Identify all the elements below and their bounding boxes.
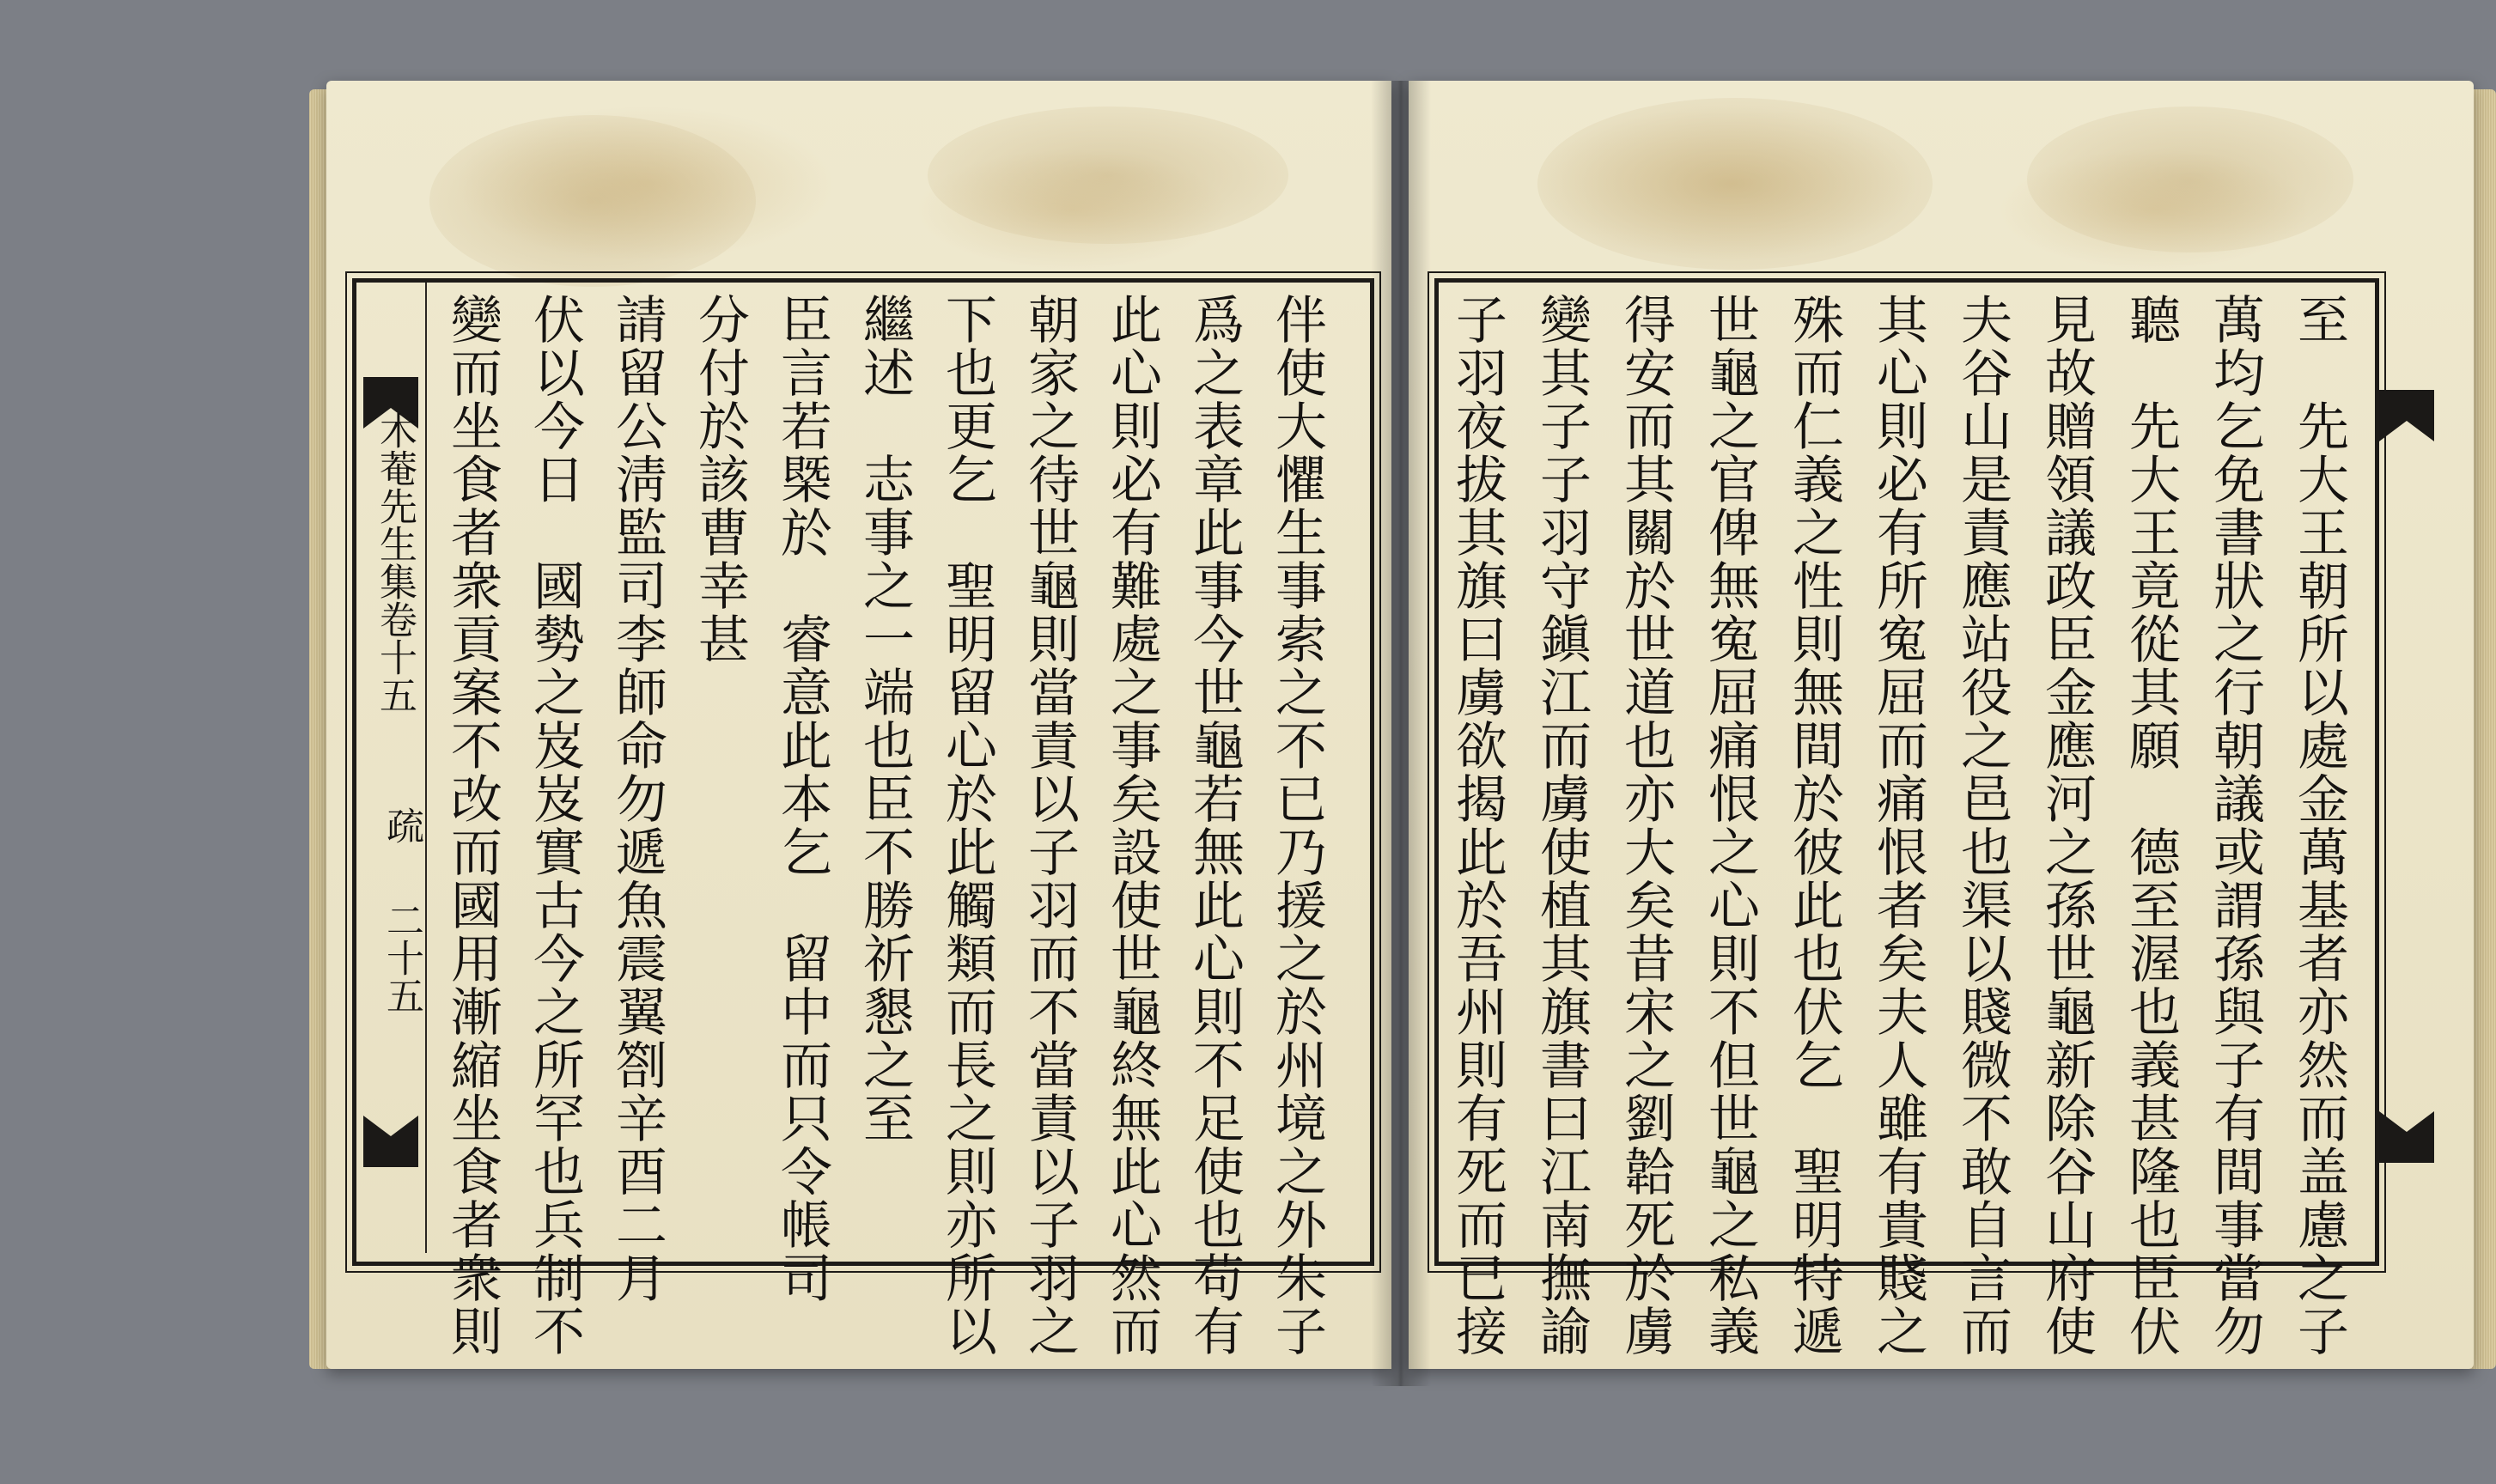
- text-column: 得安而其關於世道也亦大矣昔宋之劉韐死於虜: [1616, 293, 1676, 1358]
- text-column: 分付於該曹幸甚: [690, 293, 750, 666]
- right-page: [1409, 81, 2474, 1369]
- text-column: 變其子子羽守鎭江而虜使植其旗書曰江南撫諭: [1531, 293, 1592, 1358]
- fold-section: 疏: [380, 806, 423, 844]
- fold-margin: [356, 283, 425, 1253]
- text-column: 繼述 志事之一端也臣不勝祈懇之至: [855, 293, 915, 1145]
- left-text-frame: [352, 278, 1374, 1358]
- fold-title: 木菴先生集卷十五: [373, 411, 417, 714]
- text-column: 變而坐食者衆貢案不改而國用漸縮坐食者衆則: [442, 293, 502, 1358]
- text-column: 夫谷山是責應站役之邑也渠以賤微不敢自言而: [1952, 293, 2012, 1358]
- text-column: 下也更乞 聖明留心於此觸類而長之則亦所以: [937, 293, 997, 1358]
- text-column: 伏以今日 國勢之岌岌實古今之所罕也兵制不: [525, 293, 585, 1358]
- text-column: 見故贈領議政臣金應河之孫世龜新除谷山府使: [2036, 293, 2097, 1358]
- text-column: 伴使大懼生事索之不已乃援之於州境之外朱子: [1267, 293, 1327, 1358]
- fold-page-number: 二十五: [380, 901, 423, 1014]
- text-column: 爲之表章此事今世龜若無此心則不足使也苟有: [1184, 293, 1245, 1358]
- book-spine: [1371, 81, 1431, 1386]
- right-text-frame: [1434, 278, 2379, 1358]
- open-book: [309, 81, 2349, 1420]
- text-column: 臣言若槩於 睿意此本乞 留中而只令帳司: [772, 293, 832, 1305]
- text-column: 至 先大王朝所以處金萬基者亦然而盖慮之子: [2289, 293, 2349, 1358]
- text-column: 聽 先大王竟從其願 德至渥也義甚隆也臣伏: [2121, 293, 2181, 1358]
- fishtail-bottom-icon: [2379, 1111, 2434, 1163]
- fishtail-top-icon: [2379, 390, 2434, 441]
- text-column: 請留公淸監司李師命勿遞魚震翼劄辛酉二月: [607, 293, 667, 1305]
- text-column: 萬均乞免書狀之行朝議或謂孫與子有間事當勿: [2205, 293, 2265, 1358]
- text-column: 朝家之待世龜則當責以子羽而不當責以子羽之: [1020, 293, 1080, 1358]
- text-column: 其心則必有所寃屈而痛恨者矣夫人雖有貴賤之: [1868, 293, 1928, 1358]
- text-column: 此心則必有難處之事矣設使世龜終無此心然而: [1102, 293, 1162, 1358]
- fishtail-bottom-icon: [363, 1116, 418, 1167]
- left-page: [326, 81, 1391, 1369]
- text-column: 子羽夜拔其旗曰虜欲揭此於吾州則有死而已接: [1447, 293, 1507, 1358]
- text-column: 殊而仁義之性則無間於彼此也伏乞 聖明特遞: [1784, 293, 1844, 1358]
- text-column: 世龜之官俾無寃屈痛恨之心則不但世龜之私義: [1700, 293, 1760, 1358]
